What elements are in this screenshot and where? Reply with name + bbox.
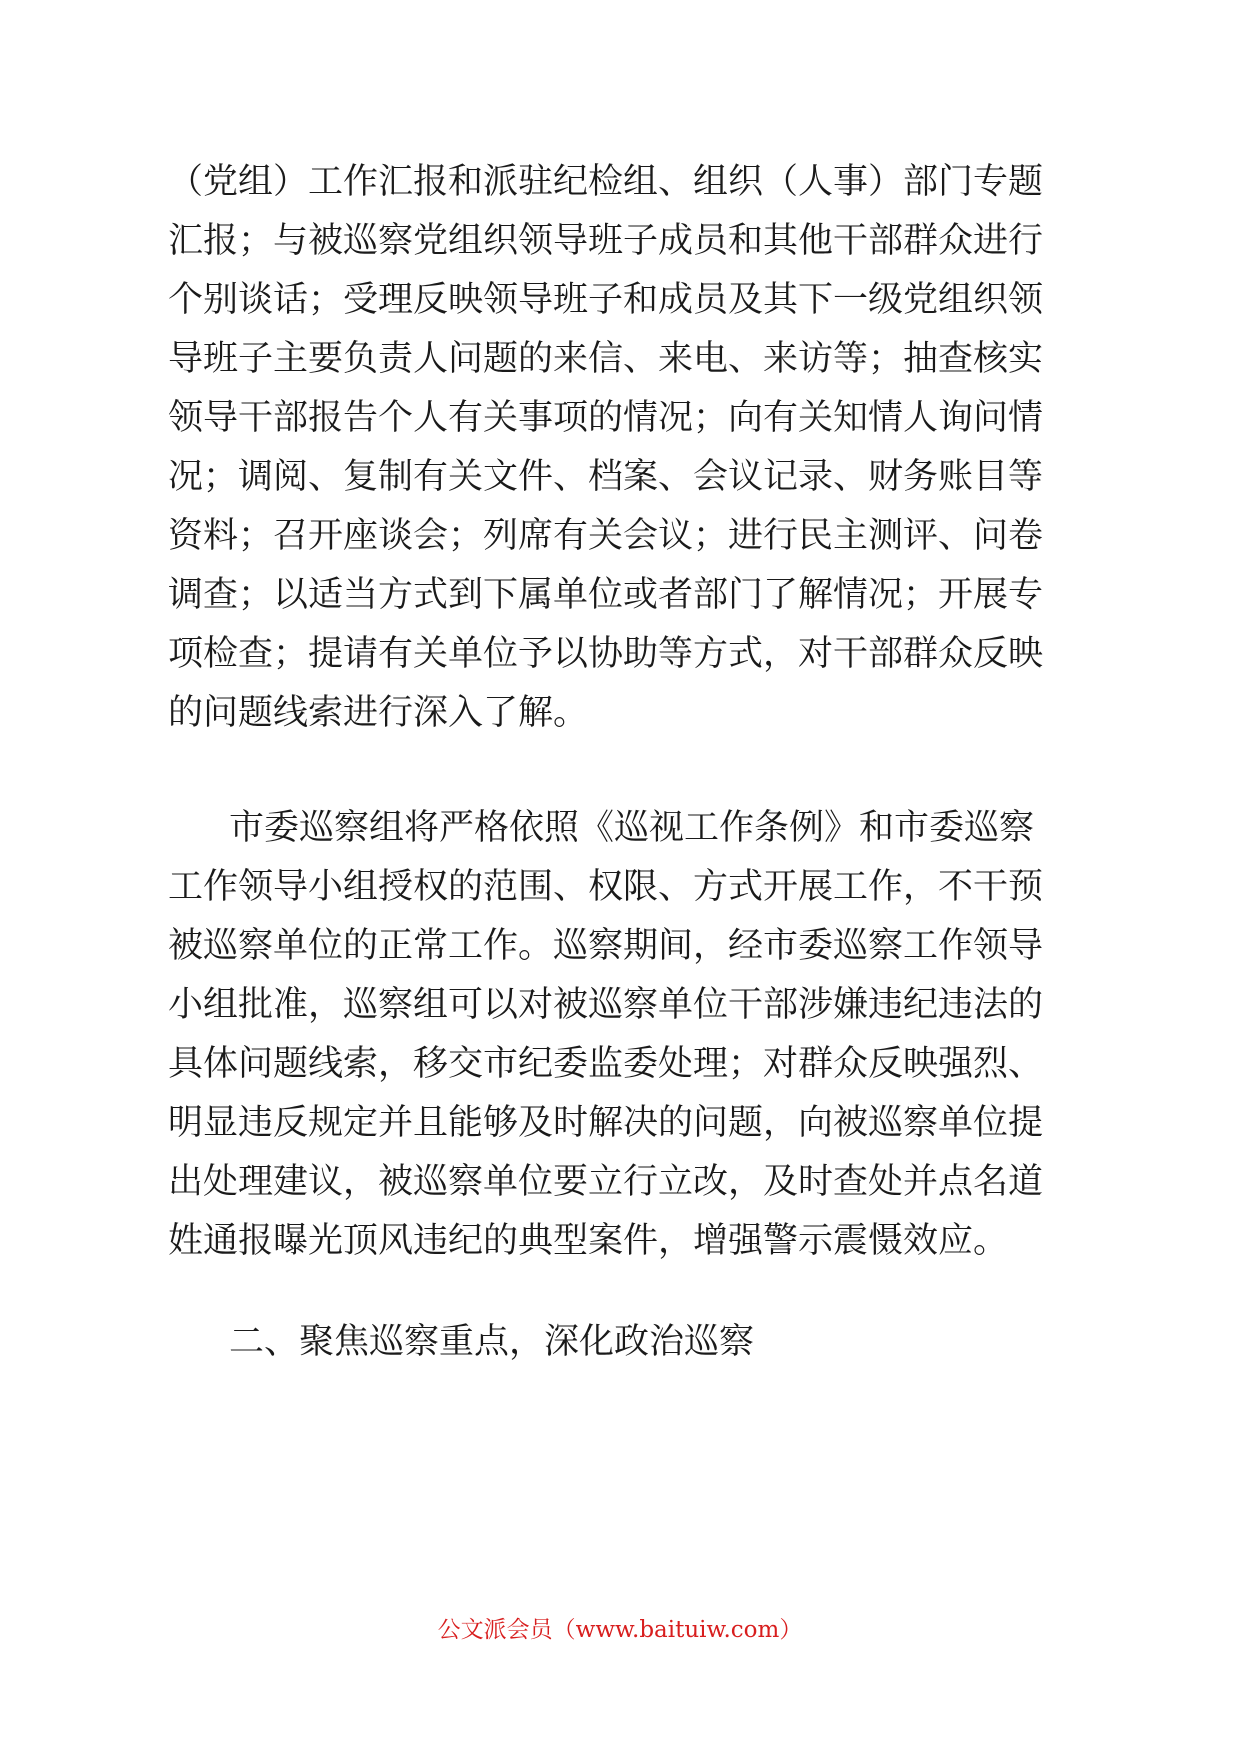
paragraph-line: 姓通报曝光顶风违纪的典型案件，增强警示震慑效应。 — [168, 1221, 1009, 1261]
paragraph-line: 小组批准，巡察组可以对被巡察单位干部涉嫌违纪违法的 — [168, 985, 1044, 1025]
paragraph-line: 被巡察单位的正常工作。巡察期间，经市委巡察工作领导 — [168, 926, 1044, 966]
paragraph-line: 导班子主要负责人问题的来信、来电、来访等；抽查核实 — [168, 339, 1044, 379]
paragraph-line: 领导干部报告个人有关事项的情况；向有关知情人询问情 — [168, 398, 1044, 438]
paragraph-line: 汇报；与被巡察党组织领导班子成员和其他干部群众进行 — [168, 221, 1044, 261]
paragraph-line: 明显违反规定并且能够及时解决的问题，向被巡察单位提 — [168, 1103, 1044, 1143]
paragraph-line: （党组）工作汇报和派驻纪检组、组织（人事）部门专题 — [168, 162, 1044, 202]
paragraph-line: 项检查；提请有关单位予以协助等方式，对干部群众反映 — [168, 634, 1044, 674]
paragraph-line: 工作领导小组授权的范围、权限、方式开展工作，不干预 — [168, 867, 1044, 907]
paragraph-line: 的问题线索进行深入了解。 — [168, 693, 589, 733]
paragraph-line: 具体问题线索，移交市纪委监委处理；对群众反映强烈、 — [168, 1044, 1044, 1084]
paragraph-line: 调查；以适当方式到下属单位或者部门了解情况；开展专 — [168, 575, 1044, 615]
paragraph-line: 市委巡察组将严格依照《巡视工作条例》和市委巡察 — [229, 808, 1035, 848]
paragraph-line: 个别谈话；受理反映领导班子和成员及其下一级党组织领 — [168, 280, 1044, 320]
footer-watermark: 公文派会员（www.baituiw.com） — [437, 1617, 803, 1643]
paragraph-line: 况；调阅、复制有关文件、档案、会议记录、财务账目等 — [168, 457, 1044, 497]
paragraph-line: 资料；召开座谈会；列席有关会议；进行民主测评、问卷 — [168, 516, 1044, 556]
paragraph-line: 出处理建议，被巡察单位要立行立改，及时查处并点名道 — [168, 1162, 1044, 1202]
section-heading: 二、聚焦巡察重点，深化政治巡察 — [229, 1322, 755, 1362]
